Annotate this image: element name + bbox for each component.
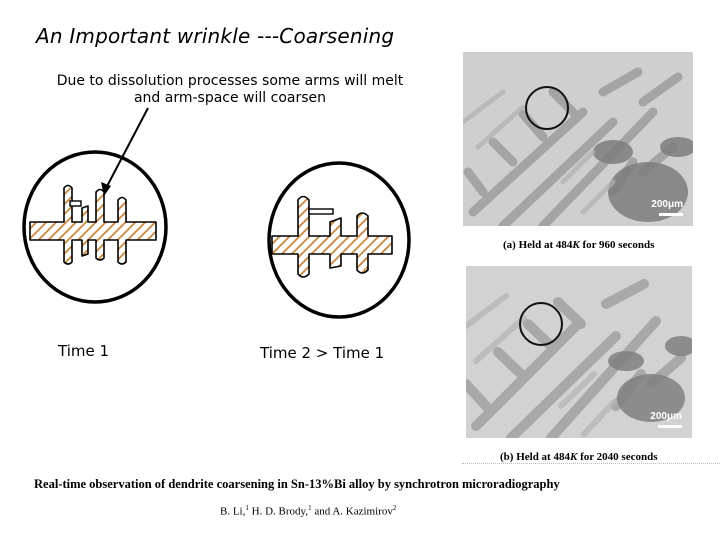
author-3: and A. Kazimirov [311,505,393,518]
paper-authors [220,504,396,518]
scale-label-a: 200μm [651,199,683,210]
micrograph-a [463,52,693,226]
callout-line-1: Due to dissolution processes some arms will melt [56,73,404,89]
author-1-affiliation: 1 [245,504,249,512]
time2-label: Time 2 > Time 1 [260,344,385,362]
figure-divider [462,463,720,465]
scale-bar-b [658,425,682,428]
micrograph-b [466,266,692,438]
caption-b: (b) Held at 484K for 2040 seconds [500,451,658,463]
author-1: B. Li, [220,505,246,518]
caption-a: (a) Held at 484K for 960 seconds [503,239,655,251]
time2-arm-marker [309,209,333,214]
scale-label-b: 200μm [650,411,682,422]
time1-dendrite [30,186,156,265]
author-2-affiliation: 1 [308,504,312,512]
time1-label: Time 1 [58,342,110,360]
scale-bar-a [659,213,683,216]
time1-arm-marker [70,201,81,206]
slide-title: An Important wrinkle ---Coarsening [36,24,395,48]
author-3-affiliation: 2 [392,504,397,512]
author-2: H. D. Brody, [248,505,309,518]
coarsening-diagram [0,0,460,400]
callout-line-2: and arm-space will coarsen [133,90,327,106]
paper-title: Real-time observation of dendrite coarsening in Sn-13%Bi alloy by synchrotron microradiography [34,477,560,491]
